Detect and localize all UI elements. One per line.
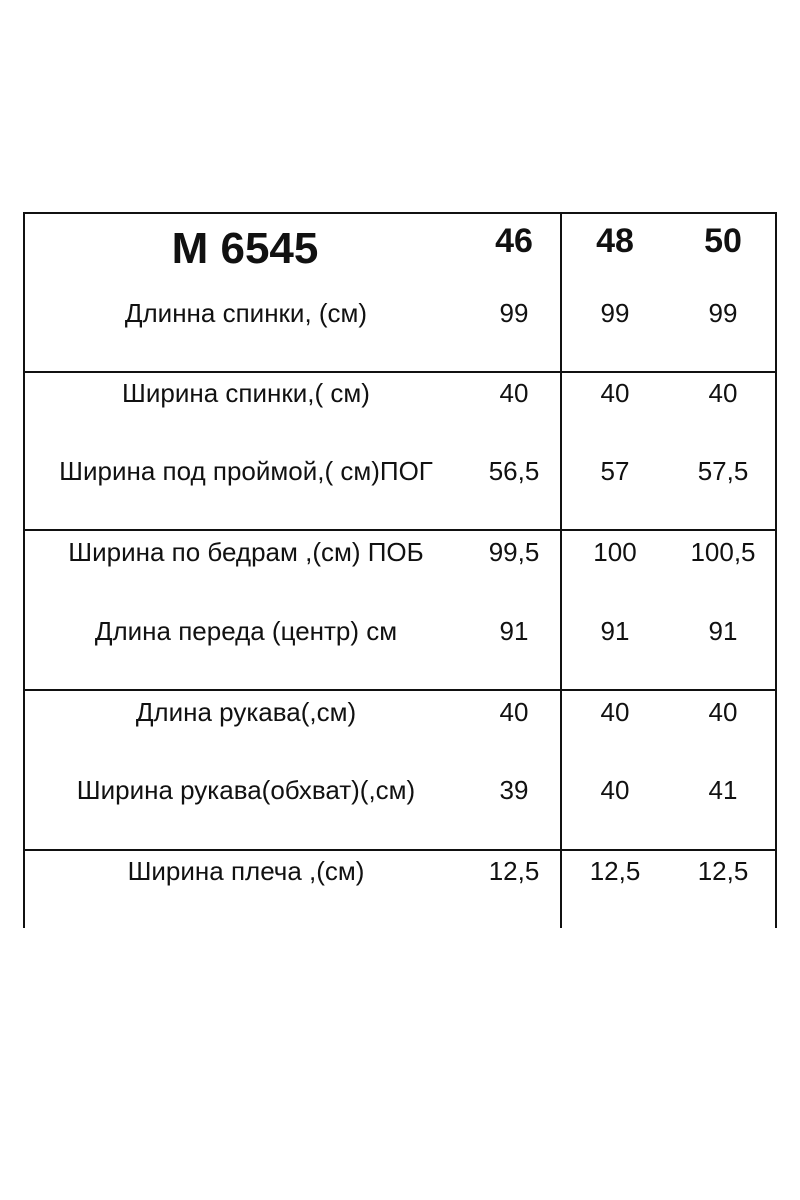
row-value: 99 bbox=[499, 298, 529, 328]
row-value: 57 bbox=[600, 456, 630, 486]
row-label: Длинна спинки, (см) bbox=[124, 298, 368, 328]
row-divider bbox=[23, 371, 777, 373]
row-value: 91 bbox=[708, 616, 738, 646]
table-right-border bbox=[775, 212, 777, 928]
row-value: 40 bbox=[499, 697, 529, 727]
row-value: 100,5 bbox=[690, 537, 756, 567]
row-value: 40 bbox=[600, 378, 630, 408]
row-value: 40 bbox=[708, 697, 738, 727]
row-divider bbox=[23, 529, 777, 531]
table-top-border bbox=[23, 212, 777, 214]
row-value: 100 bbox=[593, 537, 637, 567]
row-label: Ширина под проймой,( см)ПОГ bbox=[59, 456, 433, 486]
row-value: 41 bbox=[708, 775, 738, 805]
row-value: 91 bbox=[600, 616, 630, 646]
row-value: 12,5 bbox=[697, 856, 749, 886]
row-label: Ширина по бедрам ,(см) ПОБ bbox=[68, 537, 424, 567]
row-value: 99 bbox=[708, 298, 738, 328]
row-value: 56,5 bbox=[488, 456, 540, 486]
row-value: 99,5 bbox=[488, 537, 540, 567]
table-left-border bbox=[23, 212, 25, 928]
row-label: Длина переда (центр) см bbox=[94, 616, 398, 646]
model-title: М 6545 bbox=[171, 224, 319, 273]
size-header-50: 50 bbox=[704, 222, 742, 260]
row-value: 12,5 bbox=[589, 856, 641, 886]
row-label: Длина рукава(,см) bbox=[135, 697, 357, 727]
row-value: 12,5 bbox=[488, 856, 540, 886]
row-label: Ширина рукава(обхват)(,см) bbox=[76, 775, 416, 805]
size-header-48: 48 bbox=[596, 222, 634, 260]
row-label: Ширина плеча ,(см) bbox=[127, 856, 365, 886]
row-value: 40 bbox=[499, 378, 529, 408]
row-divider bbox=[23, 689, 777, 691]
row-value: 40 bbox=[600, 697, 630, 727]
size-header-46: 46 bbox=[495, 222, 533, 260]
row-value: 40 bbox=[708, 378, 738, 408]
row-value: 39 bbox=[499, 775, 529, 805]
row-divider bbox=[23, 849, 777, 851]
row-value: 91 bbox=[499, 616, 529, 646]
row-value: 99 bbox=[600, 298, 630, 328]
row-label: Ширина спинки,( см) bbox=[122, 378, 370, 408]
row-value: 57,5 bbox=[697, 456, 749, 486]
row-value: 40 bbox=[600, 775, 630, 805]
size-column-divider bbox=[560, 212, 562, 928]
